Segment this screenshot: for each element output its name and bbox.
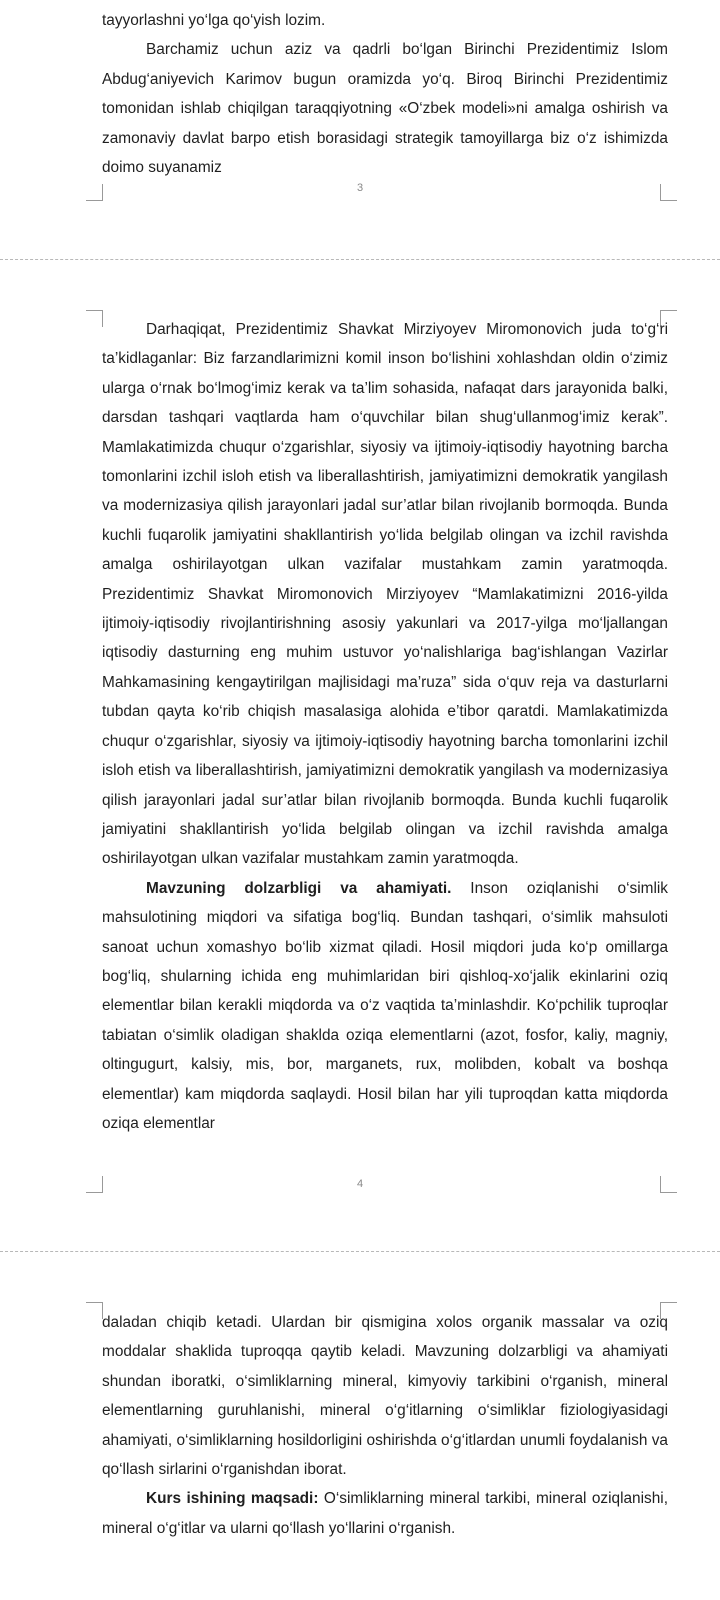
margin-corner-mark: [86, 1176, 103, 1193]
paragraph: daladan chiqib ketadi. Ulardan bir qismigina xolos organik massalar va oziq moddalar shaklida tuproqqa qaytib keladi. Mavzuning dolzarbligi va ahamiyati shundan iboratki, o‘simliklarning mineral, kimyoviy tarkibini o‘rganish, mineral elementlarning guruhlanishi, mineral o‘g‘itlarning o‘simliklar fiziologiyasidagi ahamiyati, o‘simliklarning hosildorligini oshirishda o‘g‘itlardan unumli foydalanish va qo‘llash sirlarini o‘rganishdan iborat.: [102, 1314, 668, 1479]
paragraph: Barchamiz uchun aziz va qadrli bo‘lgan Birinchi Prezidentimiz Islom Abdug‘aniyevich Karimov bugun oramizda yo‘q. Biroq Birinchi Prezidentimiz tomonidan ishlab chiqilgan taraqqiyotning «O‘zbek modeli»ni amalga oshirish va zamonaviy davlat barpo etish borasidagi strategik tamoyillarga biz o‘z ishimizda doimo suyanamiz: [102, 41, 668, 177]
page-4-text: [102, 315, 668, 1138]
margin-corner-mark: [660, 1176, 677, 1193]
margin-corner-mark: [86, 310, 103, 327]
page-3-text: [102, 6, 668, 182]
margin-corner-mark: [660, 184, 677, 201]
paragraph: [102, 1484, 668, 1543]
section-heading: Mavzuning dolzarbligi va ahamiyati.: [146, 879, 452, 897]
margin-corner-mark: [86, 184, 103, 201]
page-number: 3: [356, 182, 364, 194]
page-break: [0, 1251, 720, 1252]
paragraph: Darhaqiqat, Prezidentimiz Shavkat Mirziyoyev Miromonovich juda to‘g‘ri ta’kidlaganlar: Biz farzandlarimizni komil inson bo‘lishini xohlashdan oldin o‘zimiz ularga o‘rnak bo‘lmog‘imiz kerak va ta’lim sohasida, nafaqat dars jarayonida balki, darsdan tashqari vaqtlarda ham o‘quvchilar bilan shug‘ullanmog‘imiz kerak”. Mamlakatimizda chuqur o‘zgarishlar, siyosiy va ijtimoiy-iqtisodiy hayotning barcha tomonlarini izchil isloh etish va liberallashtirish, jamiyatimizni demokratik yangilash va modernizasiya qilish jarayonlari jadal sur’atlar bilan rivojlanib bormoqda. Bunda kuchli fuqarolik jamiyatini shakllantirish yo‘lida belgilab olingan va izchil ravishda amalga oshirilayotgan ulkan vazifalar mustahkam zamin yaratmoqda. Prezidentimiz Shavkat Miromonovich Mirziyoyev “Mamlakatimizni 2016-yilda ijtimoiy-iqtisodiy rivojlantirishning asosiy yakunlari va 2017-yilga mo‘ljallangan iqtisodiy dasturning eng muhim ustuvor yo‘nalishlariga bag‘ishlangan Vazirlar Mahkamasining kengaytirilgan majlisidagi ma’ruza” sida o‘quv reja va dasturlarni tubdan qayta ko‘rib chiqish masalasiga alohida e’tibor qaratdi. Mamlakatimizda chuqur o‘zgarishlar, siyosiy va ijtimoiy-iqtisodiy hayotning barcha tomonlarini izchil isloh etish va liberallashtirish, jamiyatimizni demokratik yangilash va modernizasiya qilish jarayonlari jadal sur’atlar bilan rivojlanib bormoqda. Bunda kuchli fuqarolik jamiyatini shakllantirish yo‘lida belgilab olingan va izchil ravishda amalga oshirilayotgan ulkan vazifalar mustahkam zamin yaratmoqda.: [102, 321, 668, 868]
page-number: 4: [356, 1178, 364, 1190]
page-5: [0, 1290, 720, 1600]
section-heading: Kurs ishining maqsadi:: [146, 1490, 319, 1508]
page-break: [0, 259, 720, 260]
page-4: [0, 300, 720, 1212]
paragraph-text: Inson oziqlanishi o‘simlik mahsulotining miqdori va sifatiga bog‘liq. Bundan tashqari, o‘simlik mahsuloti sanoat uchun xomashyo bo‘lib xizmat qiladi. Hosil miqdori juda ko‘p omillarga bog‘liq, shularning ichida eng muhimlaridan biri qishloq-xo‘jalik ekinlarini oziq elementlar bilan kerakli miqdorda va o‘z vaqtida ta’minlashdir. Ko‘pchilik tuproqlar tabiatan o‘simlik oladigan shaklda oziqa elementlarni (azot, fosfor, kaliy, magniy, oltingugurt, kalsiy, mis, bor, marganets, rux, molibden, kobalt va boshqa elementlar) kam miqdorda saqlaydi. Hosil bilan har yili tuproqdan katta miqdorda oziqa elementlar: [102, 879, 668, 1132]
page-3: [0, 0, 720, 212]
margin-corner-mark: [86, 1302, 103, 1319]
paragraph: tayyorlashni yo‘lga qo‘yish lozim.: [102, 12, 326, 29]
paragraph-text: O‘simliklarning mineral tarkibi, mineral oziqlanishi, mineral o‘g‘itlar va ularni qo‘llash yo‘llarini o‘rganish.: [102, 1490, 668, 1537]
page-5-text: [102, 1308, 668, 1543]
paragraph: [102, 874, 668, 1139]
